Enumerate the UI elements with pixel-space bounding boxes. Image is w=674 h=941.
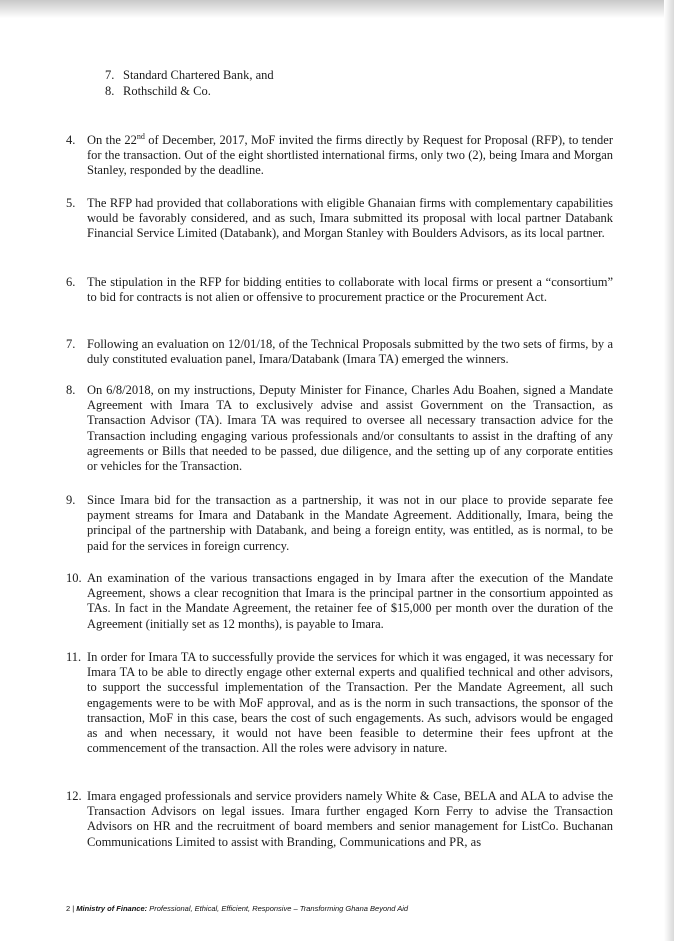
paragraph-text: On 6/8/2018, on my instructions, Deputy Minister for Finance, Charles Adu Boahen, signed a Mandate Agreement with Imara TA to exclusively advise and assist Government on the Transaction, as Transaction Advisor (TA). Imara TA was required to oversee all necessary transaction advice for the Transaction including engaging various professionals and/or consultants to assist in the drafting of any agreements or Bills that needed to be passed, due diligence, and the setting up of any corporate entities or vehicles for the Transaction. bbox=[87, 383, 613, 474]
paragraph-6 bbox=[66, 275, 613, 305]
page-footer: 2 | Ministry of Finance: Professional, Ethical, Efficient, Responsive – Transforming Ghana Beyond Aid bbox=[66, 904, 409, 913]
paragraph-number: 9. bbox=[66, 493, 76, 507]
paragraph-8 bbox=[66, 383, 613, 474]
firm-sublist bbox=[105, 67, 274, 99]
paragraph-text: In order for Imara TA to successfully provide the services for which it was engaged, it was necessary for Imara TA to be able to directly engage other external experts and qualified technical and other advisors, to support the successful implementation of the Transaction. Per the Mandate Agreement, all such engagements were to be with MoF approval, and as is the norm in such transactions, the sponsor of the transaction, MoF in this case, bears the cost of such engagements. As such, advisors would be engaged as and when necessary, it would not have been feasible to determine their fees upfront at the commencement of the transaction. All the roles were advisory in nature. bbox=[87, 650, 613, 756]
paragraph-text: The stipulation in the RFP for bidding entities to collaborate with local firms or present a “consortium” to bid for contracts is not alien or offensive to procurement practice or the Procurement Act. bbox=[87, 275, 613, 305]
page-number: 2 bbox=[66, 904, 71, 913]
paragraph-5 bbox=[66, 196, 613, 242]
paragraph-number: 11. bbox=[66, 650, 82, 664]
paragraph-4 bbox=[66, 133, 613, 179]
paragraph-7 bbox=[66, 337, 613, 367]
paragraph-number: 7. bbox=[66, 337, 76, 351]
paragraph-text: The RFP had provided that collaborations with eligible Ghanaian firms with complementary capabilities would be favorably considered, and as such, Imara submitted its proposal with local partner Databank Financial Service Limited (Databank), and Morgan Stanley with Boulders Advisors, as its local partner. bbox=[87, 196, 613, 241]
paragraph-number: 8. bbox=[66, 383, 76, 397]
list-item-text: Standard Chartered Bank, and bbox=[123, 68, 274, 82]
footer-ministry: Ministry of Finance: bbox=[76, 904, 148, 913]
paragraph-11 bbox=[66, 650, 613, 756]
paragraph-10 bbox=[66, 571, 613, 632]
paragraph-number: 10. bbox=[66, 571, 82, 585]
list-item-number: 7. bbox=[105, 68, 115, 82]
paragraph-9 bbox=[66, 493, 613, 554]
paragraph-text: Since Imara bid for the transaction as a partnership, it was not in our place to provide separate fee payment streams for Imara and Databank in the Mandate Agreement. Additionally, Imara, being the principal of the partnership with Databank, and being a foreign entity, was entitled, as is normal, to be paid for the services in foreign currency. bbox=[87, 493, 613, 553]
paragraph-text: On the 22nd of December, 2017, MoF invited the firms directly by Request for Proposal (RFP), to tender for the transaction. Out of the eight shortlisted international firms, only two (2), being Imara and Morgan Stanley, responded by the deadline. bbox=[87, 131, 613, 178]
footer-motto: Professional, Ethical, Efficient, Responsive – Transforming Ghana Beyond Aid bbox=[147, 904, 409, 913]
paragraph-text: Imara engaged professionals and service providers namely White & Case, BELA and ALA to advise the Transaction Advisors on legal issues. Imara further engaged Korn Ferry to advise the Transaction Advisors on HR and the recruitment of board members and senior management for ListCo. Buchanan Communications Limited to assist with Branding, Communications and PR, as bbox=[87, 789, 613, 849]
paragraph-number: 6. bbox=[66, 275, 76, 289]
paragraph-number: 4. bbox=[66, 133, 76, 147]
paragraph-12 bbox=[66, 789, 613, 850]
list-item-text: Rothschild & Co. bbox=[123, 84, 211, 98]
paragraph-text: Following an evaluation on 12/01/18, of the Technical Proposals submitted by the two sets of firms, by a duly constituted evaluation panel, Imara/Databank (Imara TA) emerged the winners. bbox=[87, 337, 613, 367]
paragraph-number: 12. bbox=[66, 789, 82, 803]
list-item bbox=[105, 67, 274, 83]
paragraph-text: An examination of the various transactions engaged in by Imara after the execution of the Mandate Agreement, shows a clear recognition that Imara is the principal partner in the consortium appointed as TAs. In fact in the Mandate Agreement, the retainer fee of $15,000 per month over the duration of the Agreement (initially set as 12 months), is payable to Imara. bbox=[87, 571, 613, 631]
list-item-number: 8. bbox=[105, 84, 115, 98]
list-item bbox=[105, 83, 274, 99]
paragraph-number: 5. bbox=[66, 196, 76, 210]
